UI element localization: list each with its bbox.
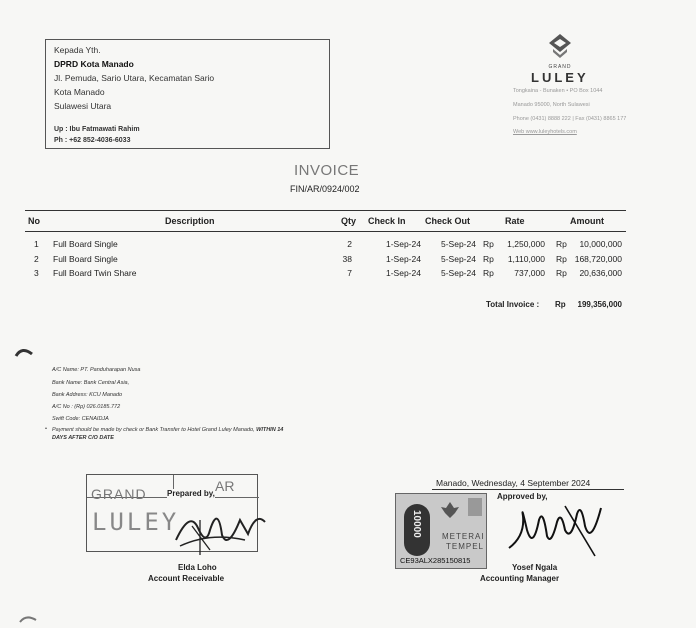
prepared-title: Account Receivable (148, 574, 225, 583)
prepared-name: Elda Loho (178, 563, 217, 572)
recipient-name: DPRD Kota Manado (54, 59, 134, 69)
table-top-rule (25, 210, 626, 211)
row-check-in: 1-Sep-24 (386, 239, 421, 249)
payment-note-terms: DAYS AFTER C/O DATE (52, 435, 114, 441)
hotel-web-line: Web www.luleyhotels.com (513, 129, 577, 135)
col-header-amount: Amount (570, 216, 604, 226)
row-no: 3 (34, 268, 39, 278)
row-rate: 1,250,000 (507, 239, 545, 249)
row-amount-currency: Rp (556, 239, 567, 249)
row-check-out: 5-Sep-24 (441, 254, 476, 264)
bank-name: Bank Name: Bank Central Asia, (52, 380, 130, 386)
bullet-icon: • (45, 426, 47, 432)
garuda-emblem-icon (440, 500, 460, 520)
row-amount: 20,636,000 (579, 268, 622, 278)
recipient-province: Sulawesi Utara (54, 101, 112, 111)
hotel-city-line: Manado 95000, North Sulawesi (513, 102, 590, 108)
row-qty: 2 (347, 239, 352, 249)
col-header-check-in: Check In (368, 216, 406, 226)
stamp-initials: AR (215, 478, 235, 494)
table-header-rule (25, 231, 626, 232)
col-header-no: No (28, 216, 40, 226)
stamp-brand-name: LULEY (92, 508, 180, 536)
row-check-in: 1-Sep-24 (386, 254, 421, 264)
date-rule (432, 489, 624, 490)
row-amount-currency: Rp (556, 254, 567, 264)
row-qty: 38 (342, 254, 352, 264)
row-description: Full Board Twin Share (53, 268, 137, 278)
meterai-serial: CE93ALX285150815 (400, 556, 471, 565)
place-date: Manado, Wednesday, 4 September 2024 (436, 478, 591, 488)
recipient-attention: Up : Ibu Fatmawati Rahim (54, 126, 140, 133)
row-rate-currency: Rp (483, 239, 494, 249)
recipient-box (45, 39, 330, 149)
total-value: 199,356,000 (577, 300, 622, 309)
hotel-brand-name: LULEY (531, 70, 589, 85)
binder-hole-icon (14, 345, 34, 357)
approved-name: Yosef Ngala (512, 563, 558, 572)
col-header-rate: Rate (505, 216, 525, 226)
row-no: 2 (34, 254, 39, 264)
approved-by-label: Approved by, (497, 492, 548, 501)
recipient-city: Kota Manado (54, 87, 105, 97)
row-check-out: 5-Sep-24 (441, 239, 476, 249)
col-header-description: Description (165, 216, 215, 226)
row-rate: 1,110,000 (507, 254, 545, 264)
hotel-logo-icon (548, 33, 572, 61)
row-amount: 10,000,000 (579, 239, 622, 249)
hotel-address-line: Tongkaina - Bunaken • PO Box 1044 (513, 88, 603, 94)
row-rate-currency: Rp (483, 254, 494, 264)
row-description: Full Board Single (53, 239, 118, 249)
prepared-by-label: Prepared by, (167, 489, 215, 498)
bank-swift-code: Swift Code: CENAIDJA (52, 416, 109, 422)
approved-title: Accounting Manager (480, 574, 560, 583)
payment-note (52, 427, 283, 433)
row-rate-currency: Rp (483, 268, 494, 278)
col-header-check-out: Check Out (425, 216, 471, 226)
bank-account-number: A/C No : (Rp) 026.0185.772 (52, 404, 121, 410)
meterai-value: 10000 (411, 510, 422, 538)
invoice-title: INVOICE (294, 162, 360, 179)
invoice-number: FIN/AR/0924/002 (290, 184, 360, 194)
meterai-label-2: TEMPEL (446, 542, 485, 551)
payment-note-emphasis: WITHIN 14 (256, 427, 284, 433)
meterai-label: METERAI (442, 532, 485, 541)
approved-signature-icon (505, 496, 605, 560)
row-amount-currency: Rp (556, 268, 567, 278)
col-header-qty: Qty (341, 216, 357, 226)
recipient-street: Jl. Pemuda, Sario Utara, Kecamatan Sario (54, 73, 215, 83)
row-amount: 168,720,000 (574, 254, 622, 264)
recipient-phone: Ph : +62 852-4036-6033 (54, 137, 131, 144)
bank-address: Bank Address: KCU Manado (52, 392, 123, 398)
bank-account-name: A/C Name: PT. Panduharapan Nusa (52, 367, 141, 373)
hotel-brand-top: GRAND (548, 64, 572, 70)
stamp-brand-top: GRAND (91, 486, 147, 502)
recipient-salutation: Kepada Yth. (54, 45, 101, 55)
row-description: Full Board Single (53, 254, 118, 264)
hotel-phone-line: Phone (0431) 8888 222 | Fax (0431) 8865 177 (513, 116, 627, 122)
payment-note-text: Payment should be made by check or Bank Transfer to Hotel Grand Luley Manado, (52, 427, 257, 433)
binder-hole-icon (18, 610, 38, 620)
total-label: Total Invoice : (486, 300, 540, 309)
row-check-in: 1-Sep-24 (386, 268, 421, 278)
row-no: 1 (34, 239, 39, 249)
meterai-stamp (395, 493, 487, 569)
row-rate: 737,000 (514, 268, 545, 278)
prepared-signature-icon (170, 500, 270, 560)
total-currency: Rp (555, 300, 566, 309)
row-qty: 7 (347, 268, 352, 278)
row-check-out: 5-Sep-24 (441, 268, 476, 278)
